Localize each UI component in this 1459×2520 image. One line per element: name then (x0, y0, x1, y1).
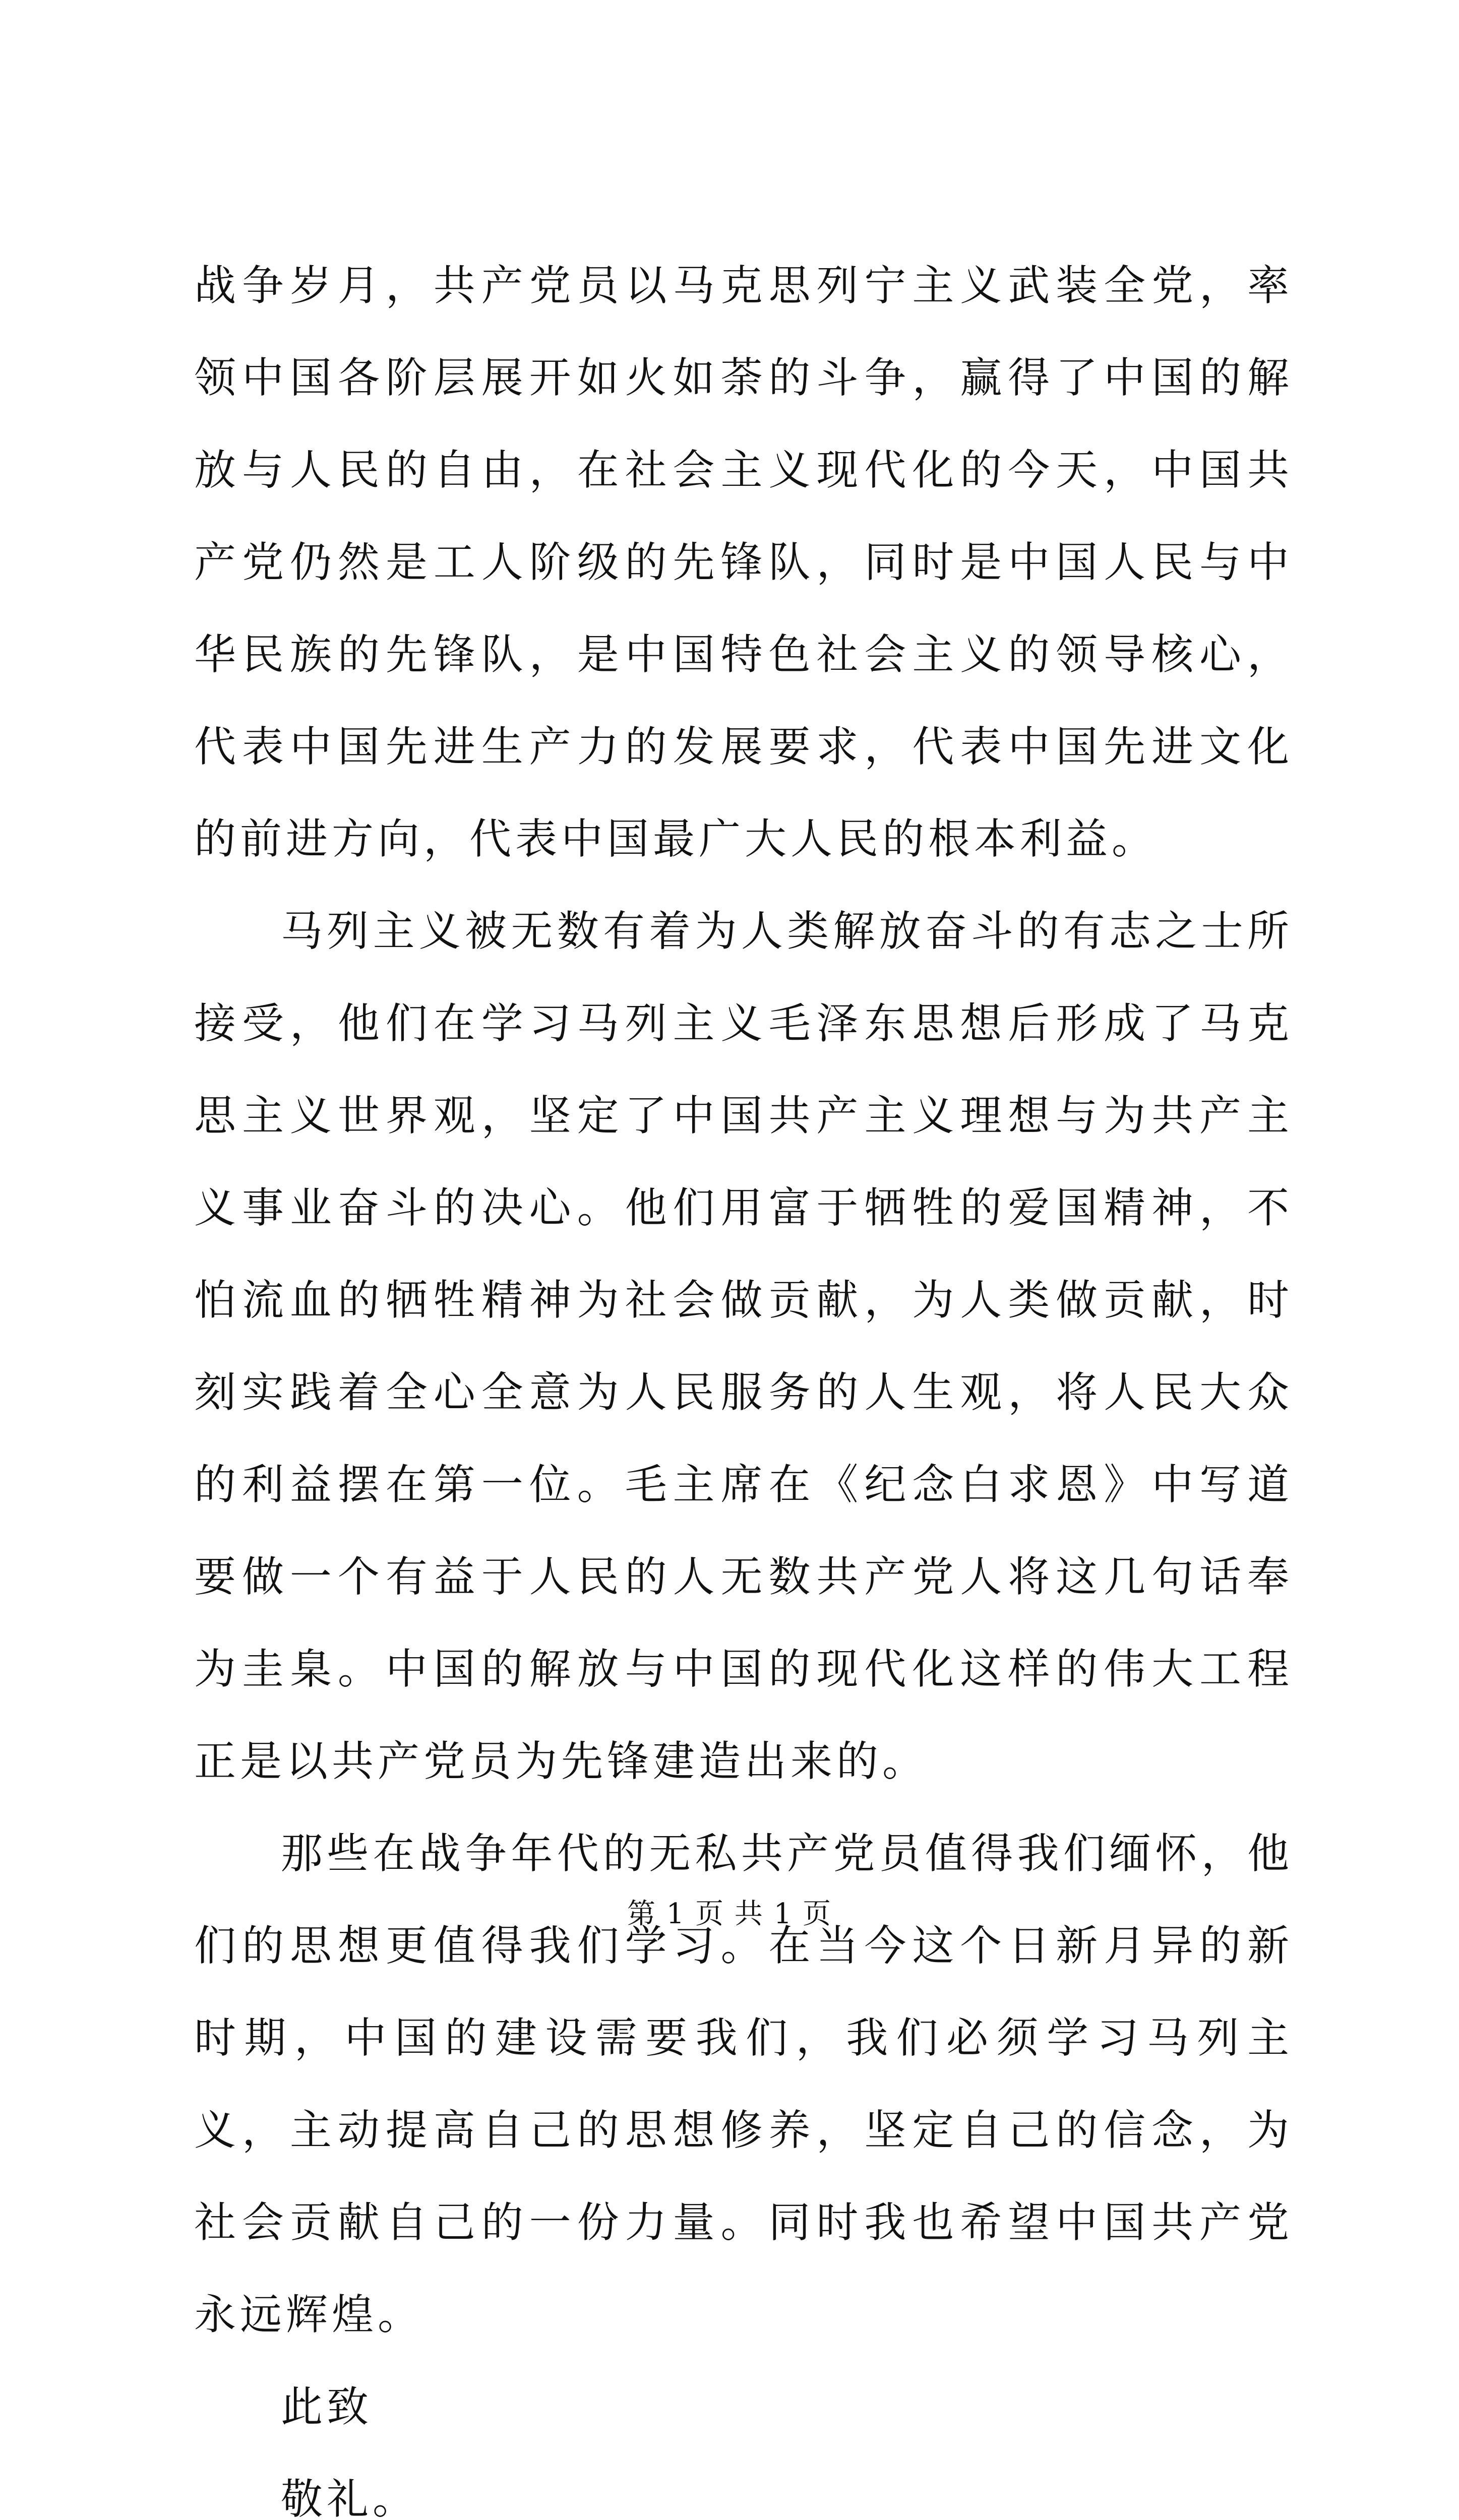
paragraph-3: 那些在战争年代的无私共产党员值得我们缅怀，他们的思想更值得我们学习。在当今这个日新月异的新时期，中国的建设需要我们，我们必须学习马列主义，主动提高自己的思想修养，坚定自己的信念，为社会贡献自己的一份力量。同时我也希望中国共产党永远辉煌。 (194, 1829, 1293, 2339)
paragraph-2: 马列主义被无数有着为人类解放奋斗的有志之士所接受，他们在学习马列主义毛泽东思想后形成了马克思主义世界观，坚定了中国共产主义理想与为共产主义事业奋斗的决心。他们用富于牺牲的爱国精神，不怕流血的牺牲精神为社会做贡献，为人类做贡献，时刻实践着全心全意为人民服务的人生观，将人民大众的利益摆在第一位。毛主席在《纪念白求恩》中写道要做一个有益于人民的人无数共产党人将这几句话奉为圭臬。中国的解放与中国的现代化这样的伟大工程正是以共产党员为先锋建造出来的。 (194, 907, 1293, 1786)
closing-regards: 敬礼。 (281, 2475, 418, 2520)
closing-salutation: 此致 (281, 2382, 373, 2431)
page-footer: 第 1 页 共 1 页 (627, 1898, 832, 1930)
paragraph-1: 战争岁月，共产党员以马克思列宁主义武装全党，率领中国各阶层展开如火如荼的斗争，赢得了中国的解放与人民的自由，在社会主义现代化的今天，中国共产党仍然是工人阶级的先锋队，同时是中国人民与中华民族的先锋队，是中国特色社会主义的领导核心，代表中国先进生产力的发展要求，代表中国先进文化的前进方向，代表中国最广大人民的根本利益。 (194, 261, 1293, 863)
document-body (194, 239, 1293, 2520)
